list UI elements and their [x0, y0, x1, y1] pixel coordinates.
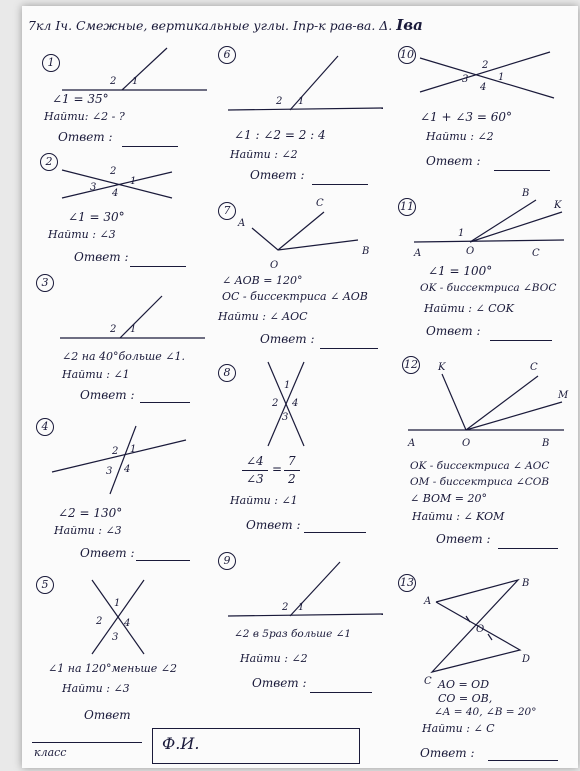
svg-text:1: 1: [132, 76, 139, 87]
problem-8-numerator-right: 7: [288, 454, 296, 468]
problem-11-number: 11: [398, 198, 416, 216]
problem-12-answer-line: [498, 548, 558, 549]
svg-text:B: B: [522, 188, 530, 199]
problem-3-number: 3: [36, 274, 54, 292]
problem-8-denominator-right: 2: [288, 472, 296, 486]
problem-3-find: Найти : ∠1: [62, 368, 130, 381]
svg-text:2: 2: [272, 398, 279, 409]
svg-text:4: 4: [124, 464, 131, 475]
svg-text:4: 4: [292, 398, 299, 409]
svg-text:A: A: [424, 596, 432, 607]
worksheet: 7кл Iч. Смежные, вертикальные углы. Iпр-к рав-ва. Δ. Iва 1 2 1 ∠1 = 35° Найти: ∠2 - ? Ответ : 2 2 3 4 1 ∠1 = 30° Найти : ∠3 Ответ : 3 2 1 ∠2 на 40°больше ∠1. Найти : ∠1 Ответ : 4 2 1 3 4 ∠2 = 130° Найти : ∠3 Ответ : 5 1 2 4 3 ∠1 на 120°меньше ∠2 Найти : ∠3 Ответ 6 2 1 ∠1 : ∠2 = 2 : 4 Найти : ∠2 Ответ : 7 A C O B ∠ AOB = 120° OC - биссектриса ∠ AOB Найти : ∠ AOC Ответ : 8 1 2 4 3 ∠4 ∠3 = 7 2 Найти : ∠1 Ответ : 9 2 1 ∠2 в 5раз больше ∠1 Найти : ∠2 Ответ : 10 2 3 1 4 ∠1 + ∠3 = 60° Найти : ∠2 Ответ : 11 B K 1 A O C ∠1 = 100° OK - биссектриса ∠BOC Найти : ∠ COK Ответ : 12 K C M A O B OK - биссектриса ∠ AOC OM - биссектриса ∠COB ∠ BOM = 20° Найти : ∠ KOM Ответ : 13 B A O D C AO = OD CO = OB, ∠A = 40, ∠B = 20° Найти : ∠ C Ответ : класс Ф.И.: [22, 6, 578, 768]
svg-text:A: A: [408, 438, 416, 449]
problem-10-number: 10: [398, 46, 416, 64]
problem-12-number: 12: [402, 356, 420, 374]
problem-5-figure: [86, 578, 156, 658]
svg-text:2: 2: [110, 76, 117, 87]
svg-text:3: 3: [282, 412, 289, 423]
problem-9-answer-line: [310, 692, 372, 693]
svg-text:4: 4: [124, 618, 131, 629]
problem-12-find: Найти : ∠ KOM: [412, 510, 505, 523]
problem-8-find: Найти : ∠1: [230, 494, 298, 507]
svg-text:B: B: [542, 438, 550, 449]
svg-text:3: 3: [462, 74, 469, 85]
svg-text:O: O: [476, 624, 485, 635]
problem-5-number: 5: [36, 576, 54, 594]
problem-6-number: 6: [218, 46, 236, 64]
svg-text:C: C: [530, 362, 538, 373]
variant-label: Iва: [396, 16, 423, 34]
problem-4-given: ∠2 = 130°: [58, 506, 123, 520]
problem-12-given-3: ∠ BOM = 20°: [410, 492, 487, 505]
worksheet-title: 7кл Iч. Смежные, вертикальные углы. Iпр-к рав-ва. Δ. Iва: [28, 16, 423, 34]
svg-text:B: B: [362, 246, 370, 257]
svg-text:1: 1: [130, 444, 137, 455]
problem-8-number: 8: [218, 364, 236, 382]
problem-6-answer-line: [312, 184, 368, 185]
problem-4-answer-line: [136, 560, 190, 561]
svg-text:A: A: [238, 218, 246, 229]
problem-6-answer: Ответ :: [250, 168, 305, 182]
svg-text:4: 4: [112, 188, 119, 199]
svg-text:K: K: [438, 362, 446, 373]
svg-text:1: 1: [458, 228, 465, 239]
problem-10-answer-line: [494, 170, 550, 171]
problem-2-answer-line: [130, 266, 186, 267]
problem-1-given: ∠1 = 35°: [52, 92, 109, 106]
problem-1-answer: Ответ :: [58, 130, 113, 144]
problem-1-number: 1: [42, 54, 60, 72]
svg-text:1: 1: [498, 72, 505, 83]
svg-text:3: 3: [112, 632, 119, 643]
problem-1-figure: [62, 46, 212, 96]
problem-6-find: Найти : ∠2: [230, 148, 298, 161]
problem-13-answer: Ответ :: [420, 746, 475, 760]
problem-11-figure: [414, 186, 570, 258]
problem-4-answer: Ответ :: [80, 546, 135, 560]
svg-text:C: C: [316, 198, 324, 209]
problem-12-given-1: OK - биссектриса ∠ AOC: [410, 460, 550, 472]
problem-3-answer-line: [140, 402, 190, 403]
svg-text:O: O: [270, 260, 279, 271]
svg-text:3: 3: [90, 182, 97, 193]
problem-7-answer: Ответ :: [260, 332, 315, 346]
svg-text:B: B: [522, 578, 530, 589]
svg-text:3: 3: [106, 466, 113, 477]
svg-text:K: K: [554, 200, 562, 211]
problem-7-answer-line: [320, 348, 378, 349]
svg-text:C: C: [532, 248, 540, 259]
problem-13-number: 13: [398, 574, 416, 592]
svg-text:A: A: [414, 248, 422, 259]
problem-5-find: Найти : ∠3: [62, 682, 130, 695]
problem-2-answer: Ответ :: [74, 250, 129, 264]
class-label: класс: [34, 746, 67, 759]
problem-2-figure: [60, 164, 180, 204]
svg-text:2: 2: [282, 602, 289, 613]
problem-10-figure: [418, 50, 558, 106]
svg-text:2: 2: [110, 166, 117, 177]
problem-11-answer: Ответ :: [426, 324, 481, 338]
problem-7-number: 7: [218, 202, 236, 220]
problem-8-answer-line: [304, 532, 366, 533]
problem-8-denominator-left: ∠3: [246, 472, 264, 486]
svg-text:O: O: [462, 438, 471, 449]
problem-9-find: Найти : ∠2: [240, 652, 308, 665]
problem-6-figure: [228, 54, 388, 116]
svg-text:M: M: [558, 390, 569, 401]
svg-text:1: 1: [130, 324, 137, 335]
problem-5-answer: Ответ: [84, 708, 131, 722]
problem-11-given-1: ∠1 = 100°: [428, 264, 493, 278]
problem-8-fraction-bar-right: [284, 470, 300, 471]
problem-3-figure: [60, 292, 210, 342]
svg-text:4: 4: [480, 82, 487, 93]
problem-2-find: Найти : ∠3: [48, 228, 116, 241]
svg-text:O: O: [466, 246, 475, 257]
svg-text:1: 1: [284, 380, 291, 391]
svg-text:2: 2: [110, 324, 117, 335]
problem-11-answer-line: [490, 340, 552, 341]
svg-text:2: 2: [276, 96, 283, 107]
svg-text:1: 1: [298, 602, 305, 613]
problem-2-number: 2: [40, 153, 58, 171]
problem-13-given-3: ∠A = 40, ∠B = 20°: [434, 706, 537, 718]
problem-12-answer: Ответ :: [436, 532, 491, 546]
svg-text:C: C: [424, 676, 432, 687]
svg-text:2: 2: [112, 446, 119, 457]
problem-5-given: ∠1 на 120°меньше ∠2: [48, 662, 178, 675]
problem-1-find: Найти: ∠2 - ?: [44, 110, 125, 123]
problem-12-given-2: OM - биссектриса ∠COB: [410, 476, 550, 488]
svg-text:1: 1: [298, 96, 305, 107]
problem-3-given: ∠2 на 40°больше ∠1.: [62, 350, 185, 363]
name-label: Ф.И.: [162, 734, 200, 753]
problem-13-find: Найти : ∠ C: [422, 722, 495, 735]
problem-13-given-1: AO = OD: [438, 678, 490, 691]
problem-7-given-2: OC - биссектриса ∠ AOB: [222, 290, 368, 303]
svg-text:2: 2: [96, 616, 103, 627]
problem-2-given: ∠1 = 30°: [68, 210, 125, 224]
problem-9-number: 9: [218, 552, 236, 570]
problem-9-figure: [228, 560, 388, 620]
problem-3-answer: Ответ :: [80, 388, 135, 402]
problem-4-find: Найти : ∠3: [54, 524, 122, 537]
problem-10-answer: Ответ :: [426, 154, 481, 168]
problem-8-numerator-left: ∠4: [246, 454, 264, 468]
problem-7-given-1: ∠ AOB = 120°: [222, 274, 303, 287]
problem-7-find: Найти : ∠ AOC: [218, 310, 308, 323]
problem-8-figure: [264, 360, 314, 450]
problem-9-given: ∠2 в 5раз больше ∠1: [234, 628, 352, 640]
problem-11-find: Найти : ∠ COK: [424, 302, 514, 315]
svg-text:D: D: [522, 654, 531, 665]
problem-7-figure: [228, 194, 378, 274]
problem-13-answer-line: [488, 760, 558, 761]
problem-4-number: 4: [36, 418, 54, 436]
footer-class-line: [32, 742, 142, 743]
svg-text:1: 1: [114, 598, 121, 609]
problem-13-given-2: CO = OB,: [438, 692, 493, 705]
problem-9-answer: Ответ :: [252, 676, 307, 690]
problem-10-find: Найти : ∠2: [426, 130, 494, 143]
svg-text:1: 1: [130, 176, 137, 187]
problem-4-figure: [52, 424, 192, 496]
problem-11-given-2: OK - биссектриса ∠BOC: [420, 282, 557, 294]
problem-8-fraction-bar-left: [242, 470, 268, 471]
problem-10-given: ∠1 + ∠3 = 60°: [420, 110, 513, 124]
problem-6-given: ∠1 : ∠2 = 2 : 4: [234, 128, 326, 142]
problem-12-figure: [408, 358, 568, 454]
svg-text:2: 2: [482, 60, 489, 71]
problem-8-answer: Ответ :: [246, 518, 301, 532]
problem-1-answer-line: [122, 146, 178, 147]
